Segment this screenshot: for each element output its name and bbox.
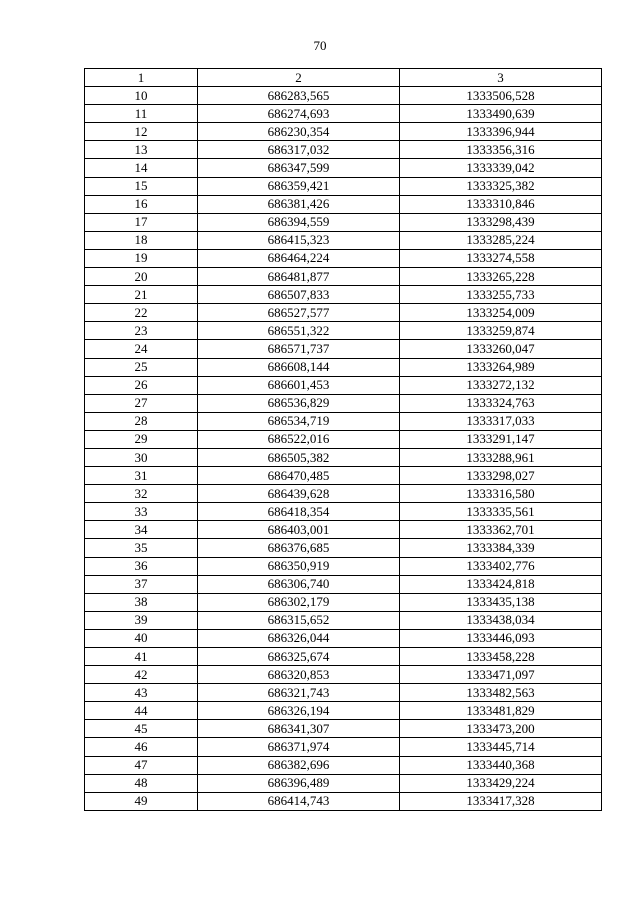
table-cell: 27 [85, 394, 198, 412]
table-cell: 45 [85, 720, 198, 738]
table-cell: 1333335,561 [400, 503, 602, 521]
table-cell: 1333259,874 [400, 322, 602, 340]
table-header-row [85, 69, 602, 87]
table-cell: 23 [85, 322, 198, 340]
table-cell: 686571,737 [198, 340, 400, 358]
table-cell: 1333490,639 [400, 105, 602, 123]
table-cell: 16 [85, 195, 198, 213]
table-cell: 1333473,200 [400, 720, 602, 738]
table-cell: 21 [85, 286, 198, 304]
table-cell: 1333264,989 [400, 358, 602, 376]
table-row [85, 593, 602, 611]
table-cell: 1333291,147 [400, 430, 602, 448]
table-row [85, 358, 602, 376]
table-cell: 1333298,027 [400, 467, 602, 485]
table-cell: 1333417,328 [400, 792, 602, 810]
table-cell: 43 [85, 684, 198, 702]
table-cell: 686415,323 [198, 231, 400, 249]
table-cell: 1333446,093 [400, 629, 602, 647]
table-row [85, 249, 602, 267]
table-cell: 1333402,776 [400, 557, 602, 575]
table-cell: 686505,382 [198, 448, 400, 466]
table-cell: 1333317,033 [400, 412, 602, 430]
table-cell: 686350,919 [198, 557, 400, 575]
table-cell: 11 [85, 105, 198, 123]
table-cell: 1333254,009 [400, 304, 602, 322]
table-row [85, 648, 602, 666]
table-cell: 1333316,580 [400, 485, 602, 503]
table-cell: 28 [85, 412, 198, 430]
table-cell: 686382,696 [198, 756, 400, 774]
table-cell: 686534,719 [198, 412, 400, 430]
table-cell: 26 [85, 376, 198, 394]
table-cell: 36 [85, 557, 198, 575]
table-row [85, 485, 602, 503]
table-cell: 1333458,228 [400, 648, 602, 666]
table-row [85, 286, 602, 304]
table-cell: 1333435,138 [400, 593, 602, 611]
table-cell: 35 [85, 539, 198, 557]
table-cell: 49 [85, 792, 198, 810]
table-row [85, 774, 602, 792]
table-cell: 15 [85, 177, 198, 195]
table-cell: 1333356,316 [400, 141, 602, 159]
table-cell: 686403,001 [198, 521, 400, 539]
table-cell: 1333310,846 [400, 195, 602, 213]
coordinates-table [84, 68, 602, 811]
table-cell: 1333440,368 [400, 756, 602, 774]
table-cell: 12 [85, 123, 198, 141]
table-cell: 686522,016 [198, 430, 400, 448]
table-row [85, 376, 602, 394]
table-row [85, 792, 602, 810]
table-cell: 1333362,701 [400, 521, 602, 539]
table-row [85, 340, 602, 358]
table-cell: 686527,577 [198, 304, 400, 322]
table-row [85, 448, 602, 466]
table-cell: 686418,354 [198, 503, 400, 521]
table-cell: 686601,453 [198, 376, 400, 394]
table-cell: 686551,322 [198, 322, 400, 340]
table-cell: 10 [85, 87, 198, 105]
table-row [85, 141, 602, 159]
table-row [85, 213, 602, 231]
table-cell: 40 [85, 629, 198, 647]
table-row [85, 521, 602, 539]
table-cell: 1333471,097 [400, 666, 602, 684]
table-cell: 30 [85, 448, 198, 466]
table-cell: 24 [85, 340, 198, 358]
table-cell: 686320,853 [198, 666, 400, 684]
table-cell: 42 [85, 666, 198, 684]
table-row [85, 666, 602, 684]
column-header-2: 2 [198, 69, 400, 87]
table-cell: 686283,565 [198, 87, 400, 105]
table-cell: 34 [85, 521, 198, 539]
table-row [85, 231, 602, 249]
table-cell: 686317,032 [198, 141, 400, 159]
table-cell: 46 [85, 738, 198, 756]
table-cell: 686341,307 [198, 720, 400, 738]
column-header-1: 1 [85, 69, 198, 87]
column-header-3: 3 [400, 69, 602, 87]
table-row [85, 684, 602, 702]
table-cell: 44 [85, 702, 198, 720]
table-cell: 686359,421 [198, 177, 400, 195]
table-cell: 686481,877 [198, 268, 400, 286]
table-cell: 686315,652 [198, 611, 400, 629]
table-cell: 686394,559 [198, 213, 400, 231]
table-row [85, 159, 602, 177]
table-row [85, 702, 602, 720]
table-row [85, 756, 602, 774]
table-cell: 686274,693 [198, 105, 400, 123]
table-cell: 686326,194 [198, 702, 400, 720]
table-cell: 686608,144 [198, 358, 400, 376]
table-cell: 37 [85, 575, 198, 593]
table-row [85, 575, 602, 593]
table-row [85, 720, 602, 738]
table-cell: 1333506,528 [400, 87, 602, 105]
table-cell: 686302,179 [198, 593, 400, 611]
table-cell: 1333445,714 [400, 738, 602, 756]
table-cell: 1333298,439 [400, 213, 602, 231]
table-cell: 1333288,961 [400, 448, 602, 466]
table-cell: 20 [85, 268, 198, 286]
table-row [85, 557, 602, 575]
table-cell: 25 [85, 358, 198, 376]
table-cell: 41 [85, 648, 198, 666]
table-cell: 1333324,763 [400, 394, 602, 412]
table-row [85, 87, 602, 105]
table-cell: 1333424,818 [400, 575, 602, 593]
table-cell: 1333339,042 [400, 159, 602, 177]
table-cell: 686306,740 [198, 575, 400, 593]
table-cell: 14 [85, 159, 198, 177]
table-cell: 22 [85, 304, 198, 322]
table-row [85, 268, 602, 286]
table-cell: 33 [85, 503, 198, 521]
table-cell: 686230,354 [198, 123, 400, 141]
table-row [85, 105, 602, 123]
table-row [85, 539, 602, 557]
table-row [85, 322, 602, 340]
table-cell: 29 [85, 430, 198, 448]
table-cell: 38 [85, 593, 198, 611]
table-row [85, 629, 602, 647]
table-row [85, 177, 602, 195]
table-row [85, 467, 602, 485]
table-cell: 1333285,224 [400, 231, 602, 249]
table-row [85, 611, 602, 629]
table-cell: 686347,599 [198, 159, 400, 177]
table-cell: 1333274,558 [400, 249, 602, 267]
table-body [85, 87, 602, 811]
table-cell: 686381,426 [198, 195, 400, 213]
table-cell: 19 [85, 249, 198, 267]
table-cell: 1333438,034 [400, 611, 602, 629]
table-row [85, 430, 602, 448]
table-cell: 1333265,228 [400, 268, 602, 286]
table-cell: 1333325,382 [400, 177, 602, 195]
table-cell: 686464,224 [198, 249, 400, 267]
table-row [85, 123, 602, 141]
table-cell: 1333260,047 [400, 340, 602, 358]
table-cell: 13 [85, 141, 198, 159]
table-cell: 686536,829 [198, 394, 400, 412]
table-cell: 686439,628 [198, 485, 400, 503]
table-cell: 1333255,733 [400, 286, 602, 304]
table-cell: 686470,485 [198, 467, 400, 485]
table-cell: 686325,674 [198, 648, 400, 666]
table-cell: 18 [85, 231, 198, 249]
table-cell: 686396,489 [198, 774, 400, 792]
table-cell: 1333481,829 [400, 702, 602, 720]
table-cell: 686414,743 [198, 792, 400, 810]
table-cell: 686326,044 [198, 629, 400, 647]
table-row [85, 738, 602, 756]
table-cell: 48 [85, 774, 198, 792]
page-number: 70 [313, 38, 327, 53]
table-row [85, 195, 602, 213]
table-cell: 686321,743 [198, 684, 400, 702]
table-cell: 1333384,339 [400, 539, 602, 557]
table-cell: 1333482,563 [400, 684, 602, 702]
table-cell: 686507,833 [198, 286, 400, 304]
table-cell: 31 [85, 467, 198, 485]
table-cell: 32 [85, 485, 198, 503]
table-cell: 686376,685 [198, 539, 400, 557]
table-cell: 686371,974 [198, 738, 400, 756]
table-cell: 39 [85, 611, 198, 629]
table-row [85, 412, 602, 430]
table-row [85, 503, 602, 521]
table-row [85, 394, 602, 412]
table-cell: 1333429,224 [400, 774, 602, 792]
table-cell: 17 [85, 213, 198, 231]
table-cell: 47 [85, 756, 198, 774]
table-cell: 1333396,944 [400, 123, 602, 141]
table-row [85, 304, 602, 322]
table-cell: 1333272,132 [400, 376, 602, 394]
